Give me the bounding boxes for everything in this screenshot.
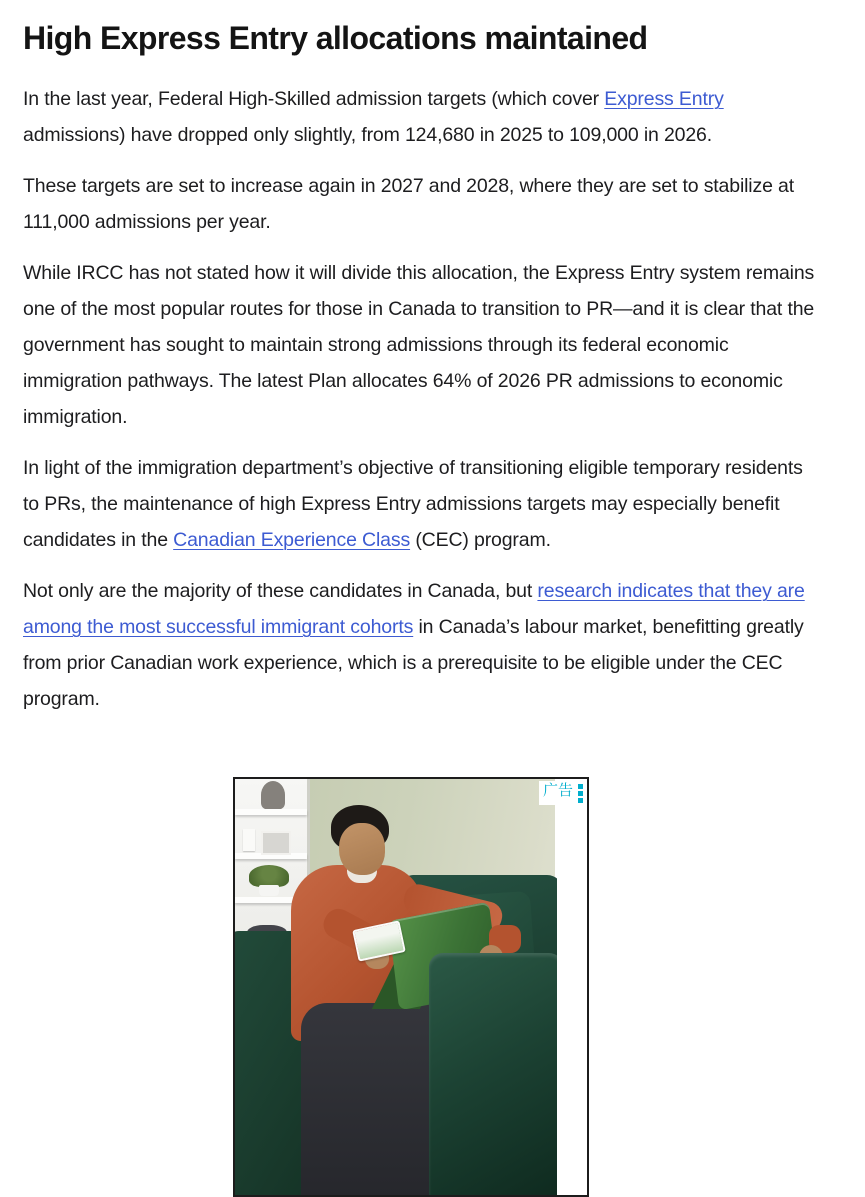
paragraph-text: While IRCC has not stated how it will divide this allocation, the Express Entry system remains one of the most popular routes for those in Canada to transition to PR—and it is clear that the government has sought to maintain strong admissions through its federal economic immigration pathways. The latest Plan allocates 64% of 2026 PR admissions to economic immigration. (23, 262, 815, 428)
paragraph-text: These targets are set to increase again in 2027 and 2028, where they are set to stabilize at 111,000 admissions per year. (23, 175, 795, 233)
paragraph-1 (23, 81, 823, 153)
paragraph-text: admissions) have dropped only slightly, from 124,680 in 2025 to 109,000 in 2026. (23, 124, 713, 146)
paragraph-4 (23, 450, 823, 558)
ad-options-dots-icon[interactable] (578, 782, 583, 803)
armchair-front-armrest (429, 953, 557, 1195)
ad-container[interactable] (233, 777, 589, 1197)
article-heading: High Express Entry allocations maintained (23, 20, 648, 56)
paragraph-text: Not only are the majority of these candidates in Canada, but (23, 580, 538, 602)
ad-badge: 广告 (542, 782, 573, 799)
shelf-item (261, 831, 291, 855)
link-canadian-experience-class[interactable]: Canadian Experience Class (173, 529, 411, 551)
shelf-item (243, 829, 255, 851)
paragraph-2 (23, 168, 823, 240)
paragraph-text: (CEC) program. (410, 529, 551, 551)
paragraph-text: In the last year, Federal High-Skilled admission targets (which cover (23, 88, 605, 110)
ad-badge-row (539, 781, 584, 805)
paragraph-text: in Canada’s labour market, benefitting greatly from prior Canadian work experience, which is a prerequisite to be eligible under the CEC program. (23, 616, 804, 710)
plant-decor (249, 865, 289, 887)
paragraph-5 (23, 573, 823, 717)
shelf-board (235, 809, 307, 815)
ad-side-panel (555, 779, 587, 1195)
plant-pot (259, 885, 279, 896)
link-research-indicates[interactable]: research indicates that they are among the most successful immigrant cohorts (23, 580, 805, 638)
paragraph-3 (23, 255, 823, 435)
ad-photo (235, 779, 557, 1195)
man-face (339, 823, 385, 875)
link-express-entry[interactable]: Express Entry (604, 88, 724, 110)
statue-decor (261, 781, 285, 809)
paragraph-text: In light of the immigration department’s objective of transitioning eligible temporary residents to PRs, the maintenance of high Express Entry admissions targets may especially benefit candidates in the (23, 457, 803, 551)
